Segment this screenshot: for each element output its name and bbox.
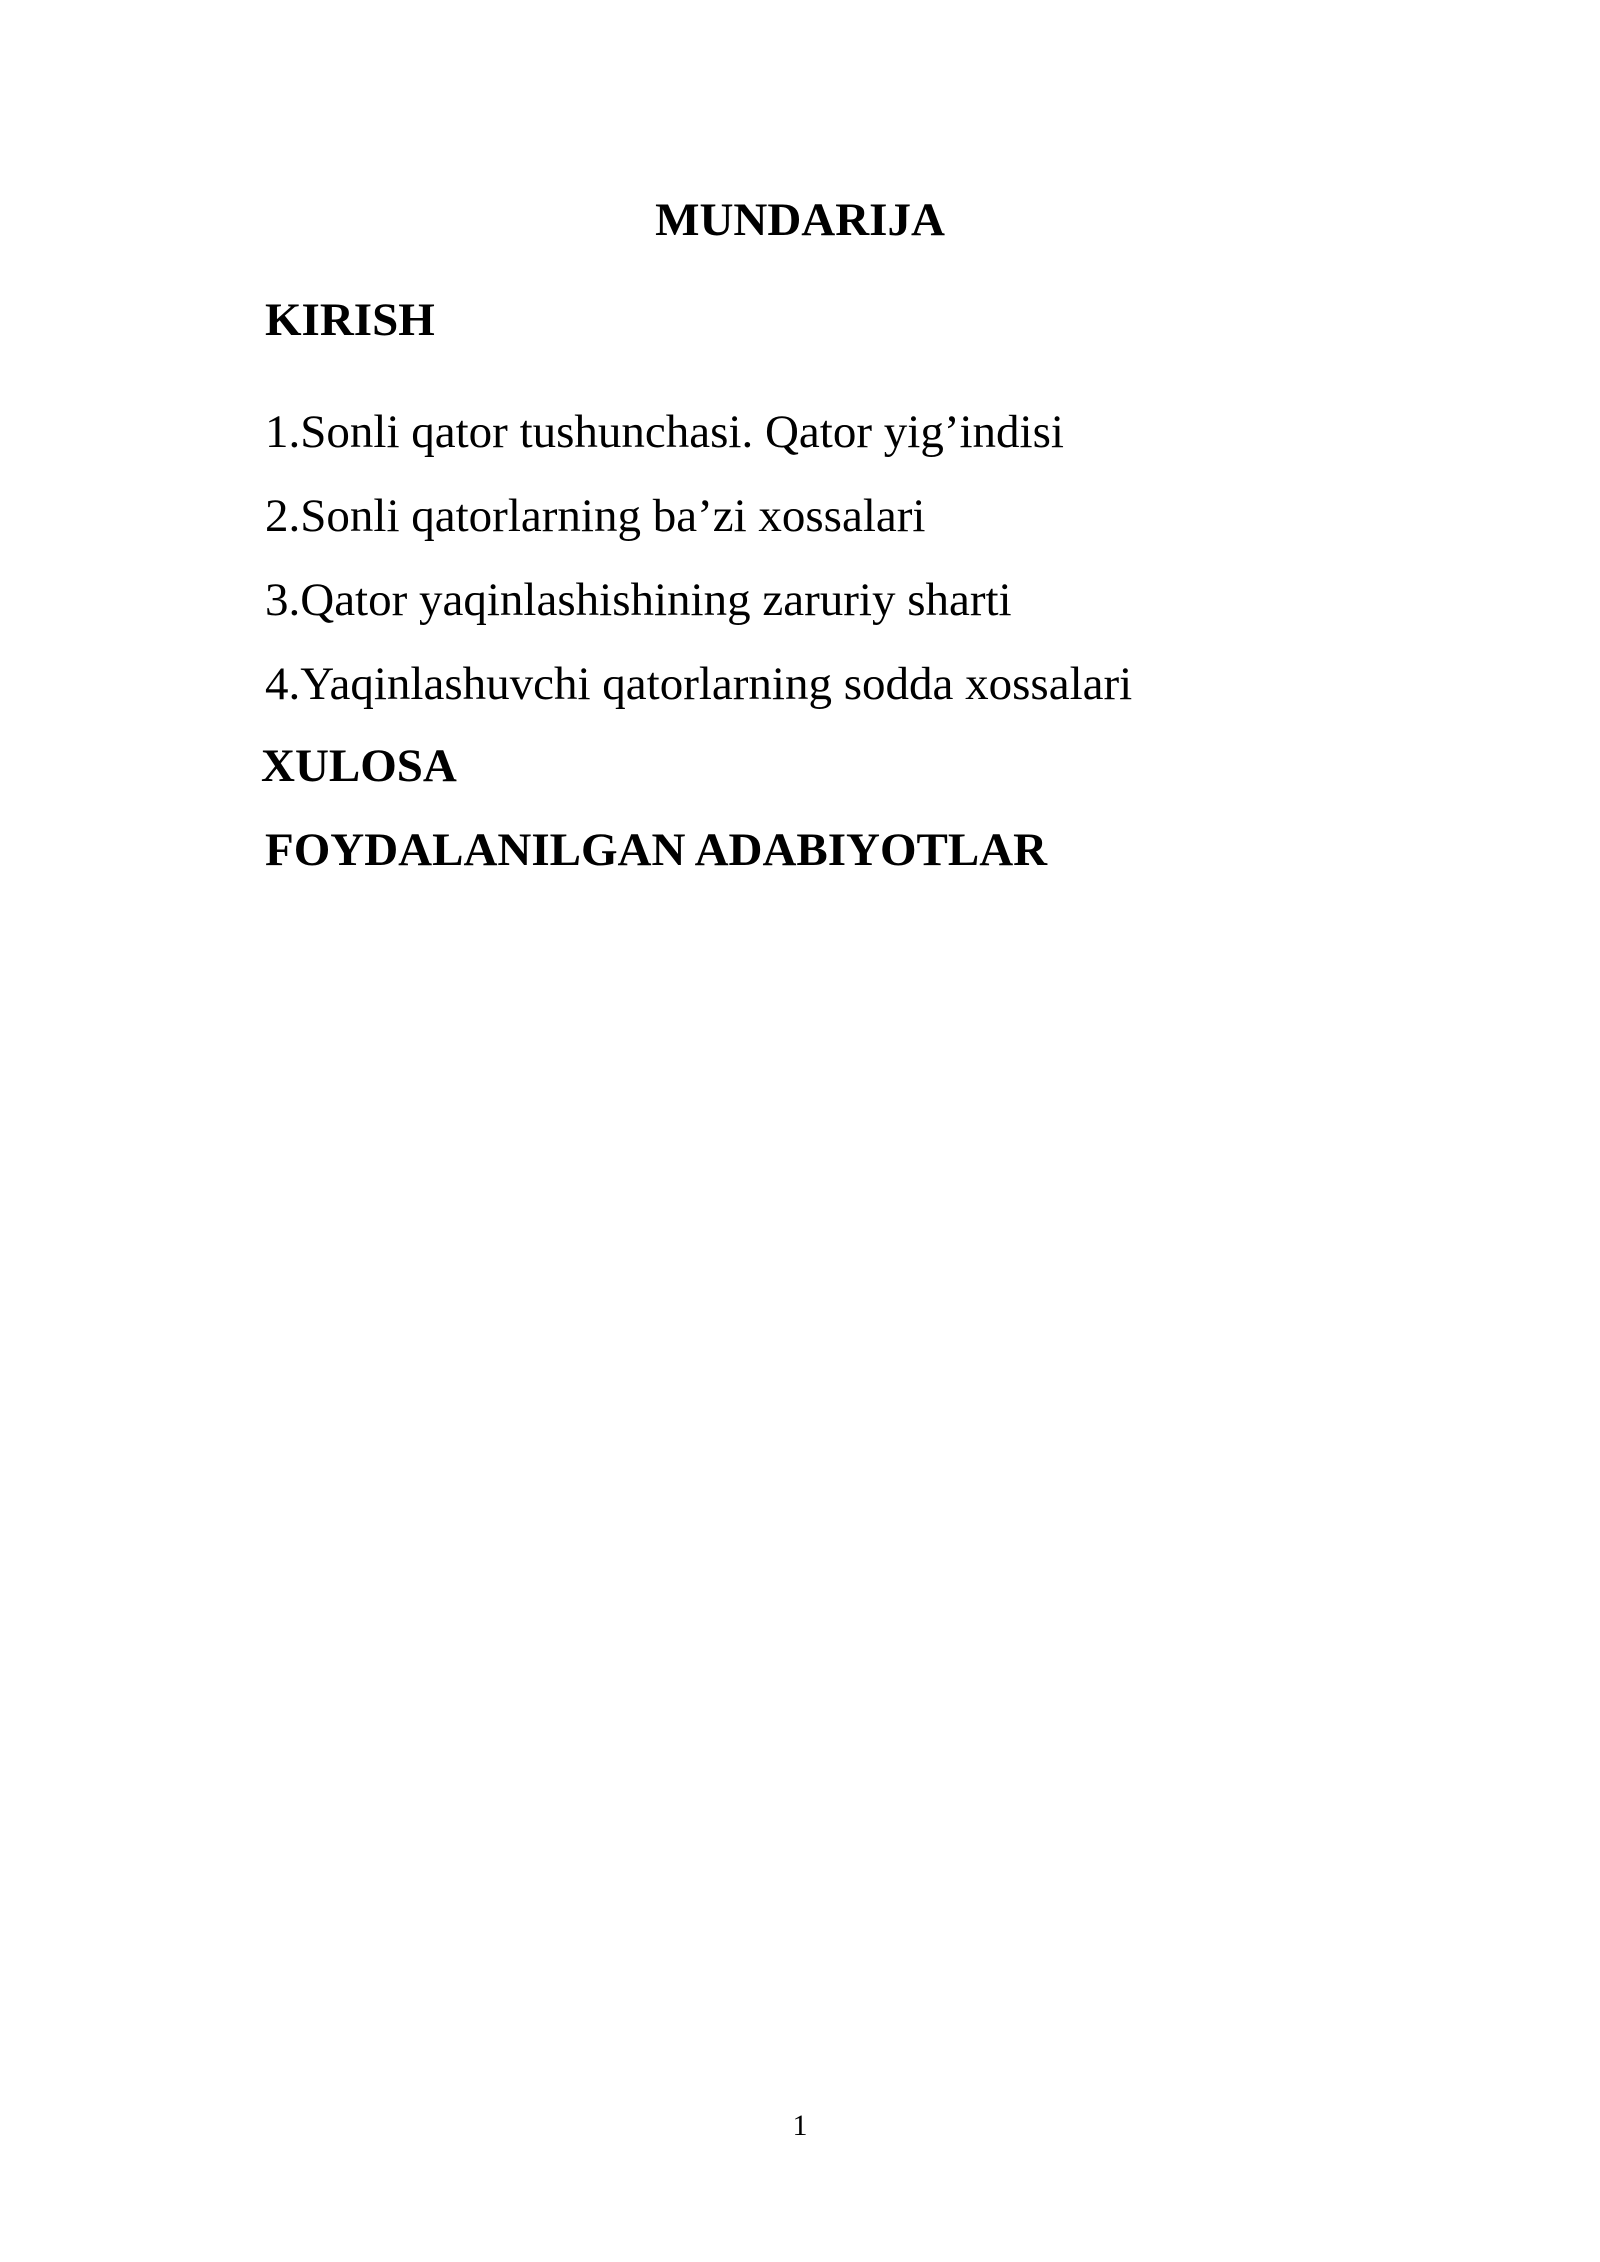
toc-item-3: 3.Qator yaqinlashishining zaruriy sharti — [265, 574, 1012, 626]
toc-item-intro: KIRISH — [265, 294, 435, 346]
page-title: MUNDARIJA — [655, 194, 945, 246]
toc-item-references: FOYDALANILGAN ADABIYOTLAR — [265, 824, 1048, 876]
toc-item-conclusion: XULOSA — [261, 740, 457, 792]
toc-item-2: 2.Sonli qatorlarning ba’zi xossalari — [265, 490, 926, 542]
toc-item-1: 1.Sonli qator tushunchasi. Qator yig’indisi — [265, 406, 1064, 458]
page-number: 1 — [792, 2109, 808, 2142]
toc-item-4: 4.Yaqinlashuvchi qatorlarning sodda xossalari — [265, 658, 1133, 710]
